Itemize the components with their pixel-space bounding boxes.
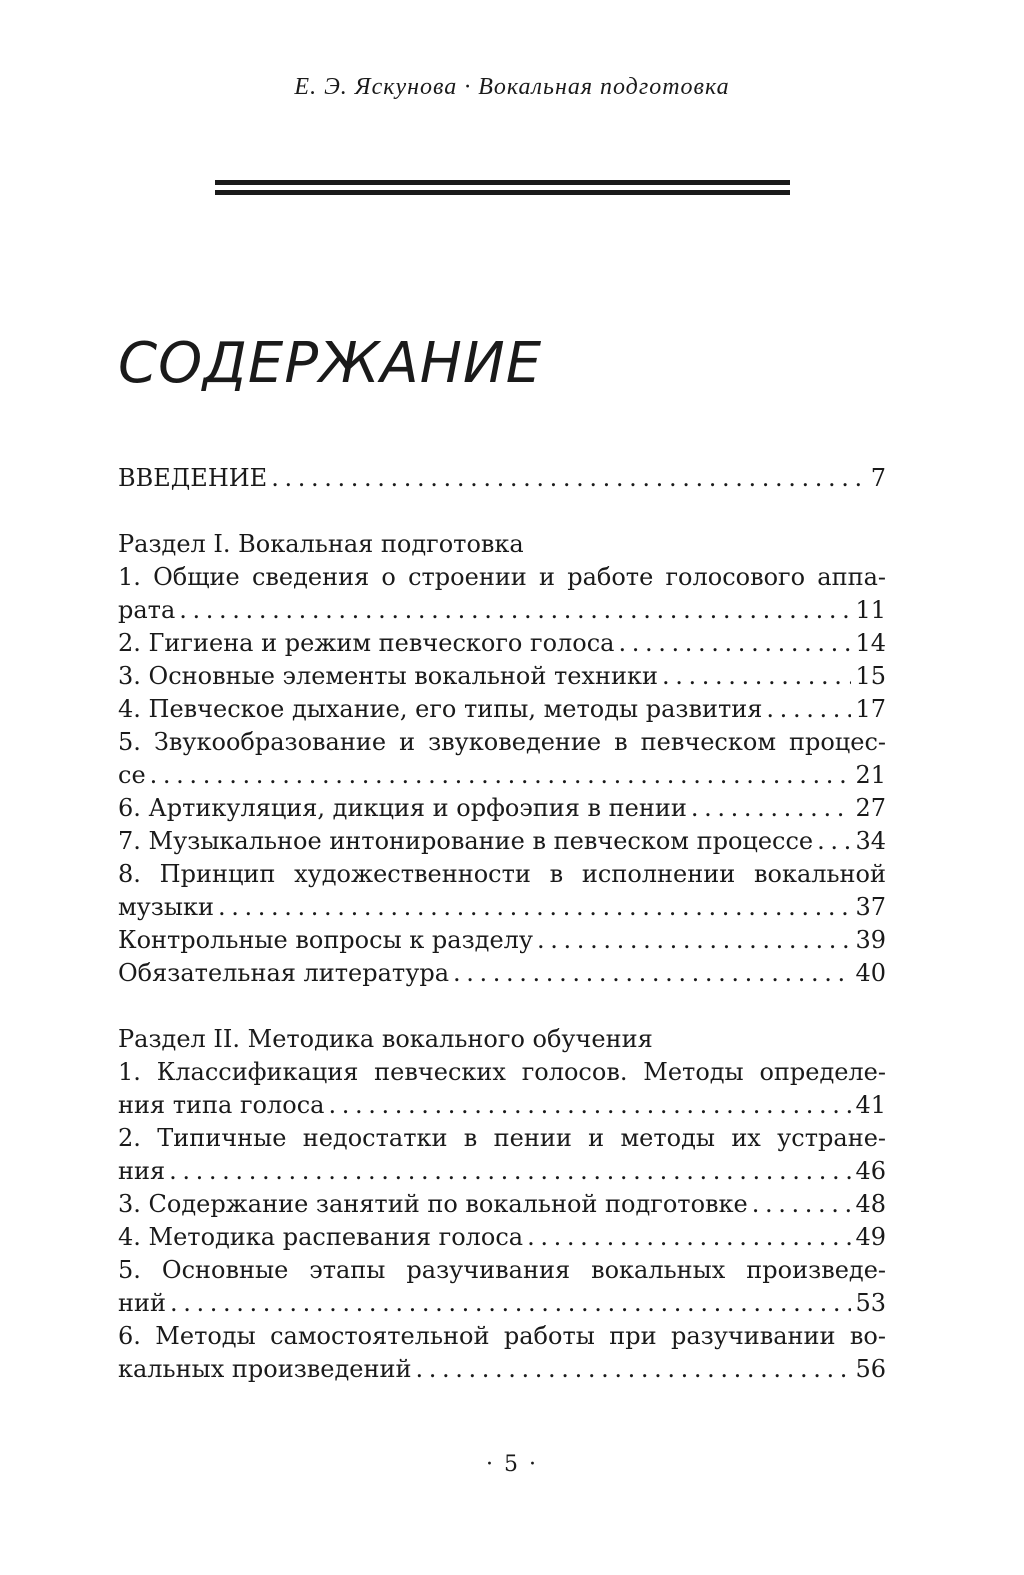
toc-entry-label: се [118, 761, 146, 789]
toc-entry-2-2[interactable] [118, 1155, 886, 1188]
dot-leader [170, 1287, 851, 1320]
section-1-heading: Раздел I. Вокальная подготовка [118, 530, 524, 558]
toc-entry-page: 48 [855, 1190, 886, 1218]
toc-entry-label: ния [118, 1157, 166, 1185]
dot-leader [169, 1155, 851, 1188]
toc-entry-page: 56 [855, 1355, 886, 1383]
toc-entry-label: ния типа голоса [118, 1091, 325, 1119]
toc-entry-page: 15 [855, 662, 886, 690]
dot-leader [453, 957, 851, 990]
toc-entry-1-8[interactable] [118, 891, 886, 924]
toc-entry-line[interactable]: 6. Методы самостоятельной работы при разучивании во- [118, 1322, 886, 1350]
toc-entry-line[interactable]: 1. Классификация певческих голосов. Методы определе- [118, 1058, 886, 1086]
toc-entry-2-5[interactable] [118, 1287, 886, 1320]
dot-leader [618, 627, 851, 660]
dot-leader [527, 1221, 851, 1254]
toc-entry-label: 3. Содержание занятий по вокальной подготовке [118, 1190, 748, 1218]
toc-entry-label: 4. Певческое дыхание, его типы, методы развития [118, 695, 763, 723]
toc-entry-1-3[interactable] [118, 660, 886, 693]
toc-entry-label: 7. Музыкальное интонирование в певческом процессе [118, 827, 814, 855]
toc-entry-1-5[interactable] [118, 759, 886, 792]
dot-leader [328, 1089, 851, 1122]
dot-leader [415, 1353, 851, 1386]
page-number: · 5 · [486, 1452, 538, 1477]
dot-leader [271, 462, 867, 495]
toc-entry-line[interactable]: 5. Звукообразование и звуковедение в певческом процес- [118, 728, 886, 756]
toc-entry-intro[interactable] [118, 462, 886, 495]
dot-leader [218, 891, 851, 924]
toc-entry-label: ВВЕДЕНИЕ [118, 464, 268, 492]
page-title: СОДЕРЖАНИЕ [118, 331, 543, 396]
toc-entry-page: 49 [855, 1223, 886, 1251]
dot-leader [662, 660, 852, 693]
section-2-heading: Раздел II. Методика вокального обучения [118, 1025, 653, 1053]
toc-entry-line[interactable]: 5. Основные этапы разучивания вокальных произведе- [118, 1256, 886, 1284]
toc-entry-page: 21 [855, 761, 886, 789]
toc-entry-page: 14 [855, 629, 886, 657]
toc-entry-2-3[interactable] [118, 1188, 886, 1221]
header-rule-thin [215, 190, 790, 195]
toc-entry-page: 53 [855, 1289, 886, 1317]
toc-entry-1-4[interactable] [118, 693, 886, 726]
toc-entry-1-questions[interactable] [118, 924, 886, 957]
spacer [118, 990, 886, 1023]
toc-entry-1-7[interactable] [118, 825, 886, 858]
toc-entry-label: ний [118, 1289, 166, 1317]
toc-entry-line[interactable]: 8. Принцип художественности в исполнении вокальной [118, 860, 886, 888]
dot-leader [817, 825, 851, 858]
toc-entry-label: кальных произведений [118, 1355, 412, 1383]
toc-entry-line[interactable]: 1. Общие сведения о строении и работе голосового аппа- [118, 563, 886, 591]
header-rule-thick [215, 180, 790, 185]
toc-entry-page: 11 [855, 596, 886, 624]
toc-entry-2-6[interactable] [118, 1353, 886, 1386]
toc-entry-label: 4. Методика распевания голоса [118, 1223, 524, 1251]
toc-entry-page: 7 [870, 464, 886, 492]
toc-entry-page: 34 [855, 827, 886, 855]
toc-entry-2-4[interactable] [118, 1221, 886, 1254]
toc-entry-page: 37 [855, 893, 886, 921]
toc-entry-page: 41 [855, 1091, 886, 1119]
toc-entry-page: 46 [855, 1157, 886, 1185]
spacer [118, 495, 886, 528]
running-head: Е. Э. Яскунова · Вокальная подготовка [294, 74, 730, 100]
toc-entry-line[interactable]: 2. Типичные недостатки в пении и методы их устране- [118, 1124, 886, 1152]
table-of-contents [118, 462, 886, 1386]
toc-entry-label: музыки [118, 893, 214, 921]
dot-leader [691, 792, 852, 825]
toc-entry-1-literature[interactable] [118, 957, 886, 990]
dot-leader [150, 759, 852, 792]
dot-leader [766, 693, 851, 726]
toc-entry-label: 6. Артикуляция, дикция и орфоэпия в пении [118, 794, 687, 822]
toc-entry-label: рата [118, 596, 176, 624]
toc-entry-label: 2. Гигиена и режим певческого голоса [118, 629, 615, 657]
dot-leader [752, 1188, 852, 1221]
toc-entry-1-1[interactable] [118, 594, 886, 627]
toc-entry-page: 27 [855, 794, 886, 822]
toc-entry-label: Контрольные вопросы к разделу [118, 926, 534, 954]
dot-leader [179, 594, 851, 627]
toc-entry-1-2[interactable] [118, 627, 886, 660]
toc-entry-label: 3. Основные элементы вокальной техники [118, 662, 658, 690]
toc-entry-2-1[interactable] [118, 1089, 886, 1122]
toc-entry-page: 40 [855, 959, 886, 987]
toc-entry-1-6[interactable] [118, 792, 886, 825]
toc-entry-page: 39 [855, 926, 886, 954]
dot-leader [537, 924, 851, 957]
toc-entry-label: Обязательная литература [118, 959, 449, 987]
toc-entry-page: 17 [855, 695, 886, 723]
